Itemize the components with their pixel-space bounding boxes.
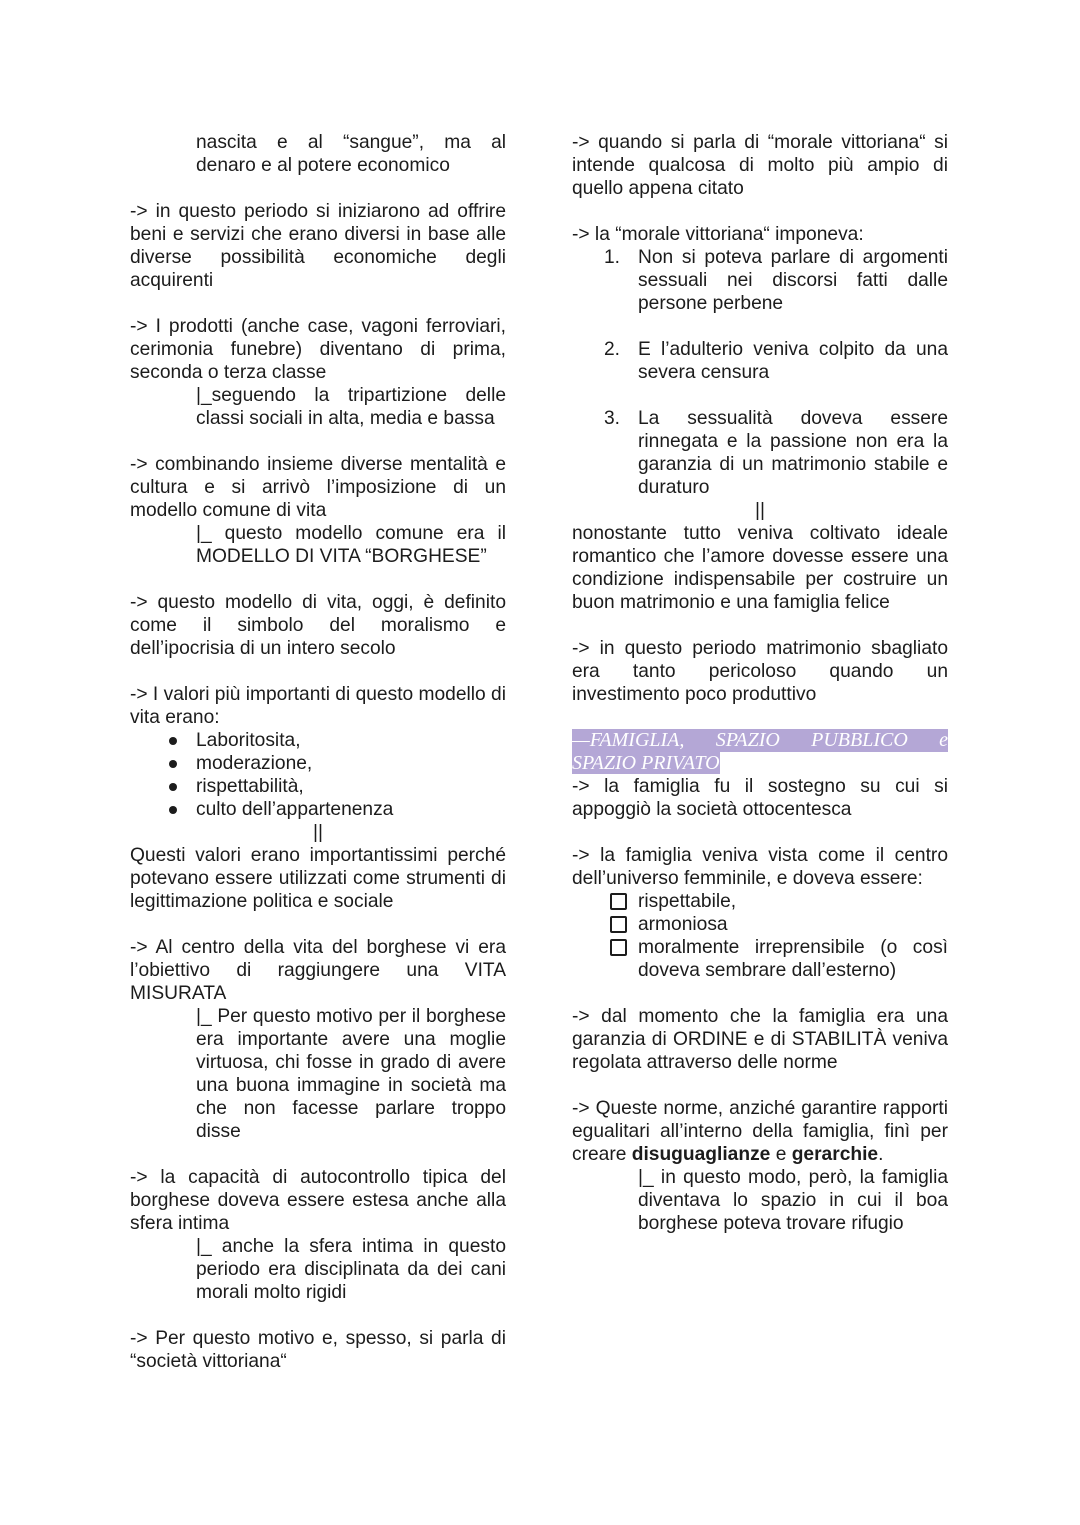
paragraph-female-universe: -> la famiglia veniva vista come il centro dell’universo femminile, e doveva essere:	[572, 845, 948, 889]
paragraph-goods-services: -> in questo periodo si iniziarono ad offrire beni e servizi che erano diversi in base alle diverse possibilità economiche degli acquirenti	[130, 201, 506, 291]
block-measured-life	[130, 936, 506, 1143]
paragraph-romantic-ideal: nonostante tutto veniva coltivato ideale romantico che l’amore dovesse essere una condizione indispensabile per costruire un buon matrimonio e una famiglia felice	[572, 523, 948, 613]
sub-note-intimate-sphere: |_ anche la sfera intima in questo periodo era disciplinata da dei cani morali molto rigidi	[196, 1236, 506, 1303]
list-number: 2.	[604, 339, 621, 360]
paragraph-victorian-society: -> Per questo motivo e, spesso, si parla di “società vittoriana“	[130, 1328, 506, 1372]
bold-term: gerarchie	[791, 1144, 879, 1165]
paragraph-norms	[572, 1097, 948, 1166]
list-number: 1.	[604, 247, 621, 268]
heading-word: e	[939, 729, 948, 751]
text-span: -> Queste norme, anziché garantire rapporti egualitari all’interno della famiglia, finì per creare	[572, 1098, 948, 1165]
checkbox-list	[572, 890, 948, 982]
heading-word: SPAZIO	[715, 729, 780, 751]
list-item: rispettabilità,	[130, 775, 506, 798]
paragraph-family-support: -> la famiglia fu il sostegno su cui si appoggiò la società ottocentesca	[572, 776, 948, 820]
heading-line-2	[572, 752, 948, 775]
heading-line-1	[572, 729, 948, 752]
paragraph-values-intro: -> I valori più importanti di questo modello di vita erano:	[130, 684, 506, 728]
paragraph-victorian-morality: -> quando si parla di “morale vittoriana“ si intende qualcosa di molto più ampio di quello appena citato	[572, 132, 948, 199]
paragraph-continued	[130, 131, 506, 177]
connector-mark: ||	[755, 500, 765, 521]
list-text: La sessualità doveva essere rinnegata e la passione non era la garanzia di un matrimonio stabile e duraturo	[638, 408, 948, 498]
sub-note-refuge: |_ in questo modo, però, la famiglia diventava lo spazio in cui il boa borghese poteva trovare rifugio	[638, 1167, 948, 1234]
list-item	[572, 338, 948, 384]
heading-word: PUBBLICO	[811, 729, 908, 751]
paragraph-order-stability: -> dal momento che la famiglia era una garanzia di ORDINE e di STABILITÀ veniva regolata attraverso delle norme	[572, 1006, 948, 1073]
list-item: Laboritosita,	[130, 729, 506, 752]
list-number: 3.	[604, 408, 621, 429]
sub-note-virtuous-wife: |_ Per questo motivo per il borghese era importante avere una moglie virtuosa, chi fosse in grado di avere una buona immagine in società ma che non facesse parlare troppo disse	[196, 1006, 506, 1142]
heading-word: —FAMIGLIA,	[572, 729, 685, 751]
block-common-model	[130, 453, 506, 568]
paragraph-common-model: -> combinando insieme diverse mentalità e cultura e si arrivò l’imposizione di un modello comune di vita	[130, 454, 506, 521]
paragraph-product-classes: -> I prodotti (anche case, vagoni ferroviari, cerimonia funebre) diventano di prima, seconda o terza classe	[130, 316, 506, 383]
list-text: Non si poteva parlare di argomenti sessuali nei discorsi fatti dalle persone perbene	[638, 247, 948, 314]
text-span: e	[775, 1144, 787, 1165]
list-text: E l’adulterio veniva colpito da una severa censura	[638, 339, 948, 383]
block-self-control	[130, 1166, 506, 1304]
block-norms	[572, 1097, 948, 1235]
sub-note-bourgeois-model: |_ questo modello comune era il MODELLO DI VITA “BORGHESE”	[196, 523, 506, 567]
right-column	[572, 131, 948, 1235]
block-values	[130, 683, 506, 844]
bold-term: disuguaglianze	[631, 1144, 771, 1165]
list-item: moderazione,	[130, 752, 506, 775]
text-line: denaro e al potere economico	[196, 155, 450, 176]
paragraph-morality-imposed: -> la “morale vittoriana“ imponeva:	[572, 224, 864, 245]
text-line: nascita e al “sangue”, ma al	[196, 132, 506, 153]
block-product-classes	[130, 315, 506, 430]
paragraph-self-control: -> la capacità di autocontrollo tipica del borghese doveva essere estesa anche alla sfera intima	[130, 1167, 506, 1234]
checkbox-item: rispettabile,	[572, 890, 948, 913]
sub-note-tripartition: |_seguendo la tripartizione delle classi sociali in alta, media e bassa	[196, 385, 506, 429]
list-item: culto dell’appartenenza	[130, 798, 506, 821]
rules-list	[572, 246, 948, 614]
block-female-universe	[572, 844, 948, 982]
list-item	[572, 246, 948, 315]
paragraph-wrong-marriage: -> in questo periodo matrimonio sbagliato era tanto pericoloso quando un investimento poco produttivo	[572, 638, 948, 705]
paragraph-measured-life: -> Al centro della vita del borghese vi era l’obiettivo di raggiungere una VITA MISURATA	[130, 937, 506, 1004]
text-span: .	[878, 1144, 884, 1165]
paragraph-legitimation: Questi valori erano importantissimi perché potevano essere utilizzati come strumenti di legittimazione politica e sociale	[130, 845, 506, 912]
checkbox-item: armoniosa	[572, 913, 948, 936]
checkbox-item: moralmente irreprensibile (o così doveva sembrare dall’esterno)	[572, 936, 948, 982]
paragraph-moralism: -> questo modello di vita, oggi, è definito come il simbolo del moralismo e dell’ipocrisia di un intero secolo	[130, 592, 506, 659]
values-list	[130, 729, 506, 821]
left-column	[130, 131, 506, 1373]
list-item	[572, 407, 948, 499]
section-heading	[572, 729, 948, 775]
heading-text: SPAZIO PRIVATO	[572, 752, 720, 774]
connector-mark: ||	[313, 822, 323, 843]
